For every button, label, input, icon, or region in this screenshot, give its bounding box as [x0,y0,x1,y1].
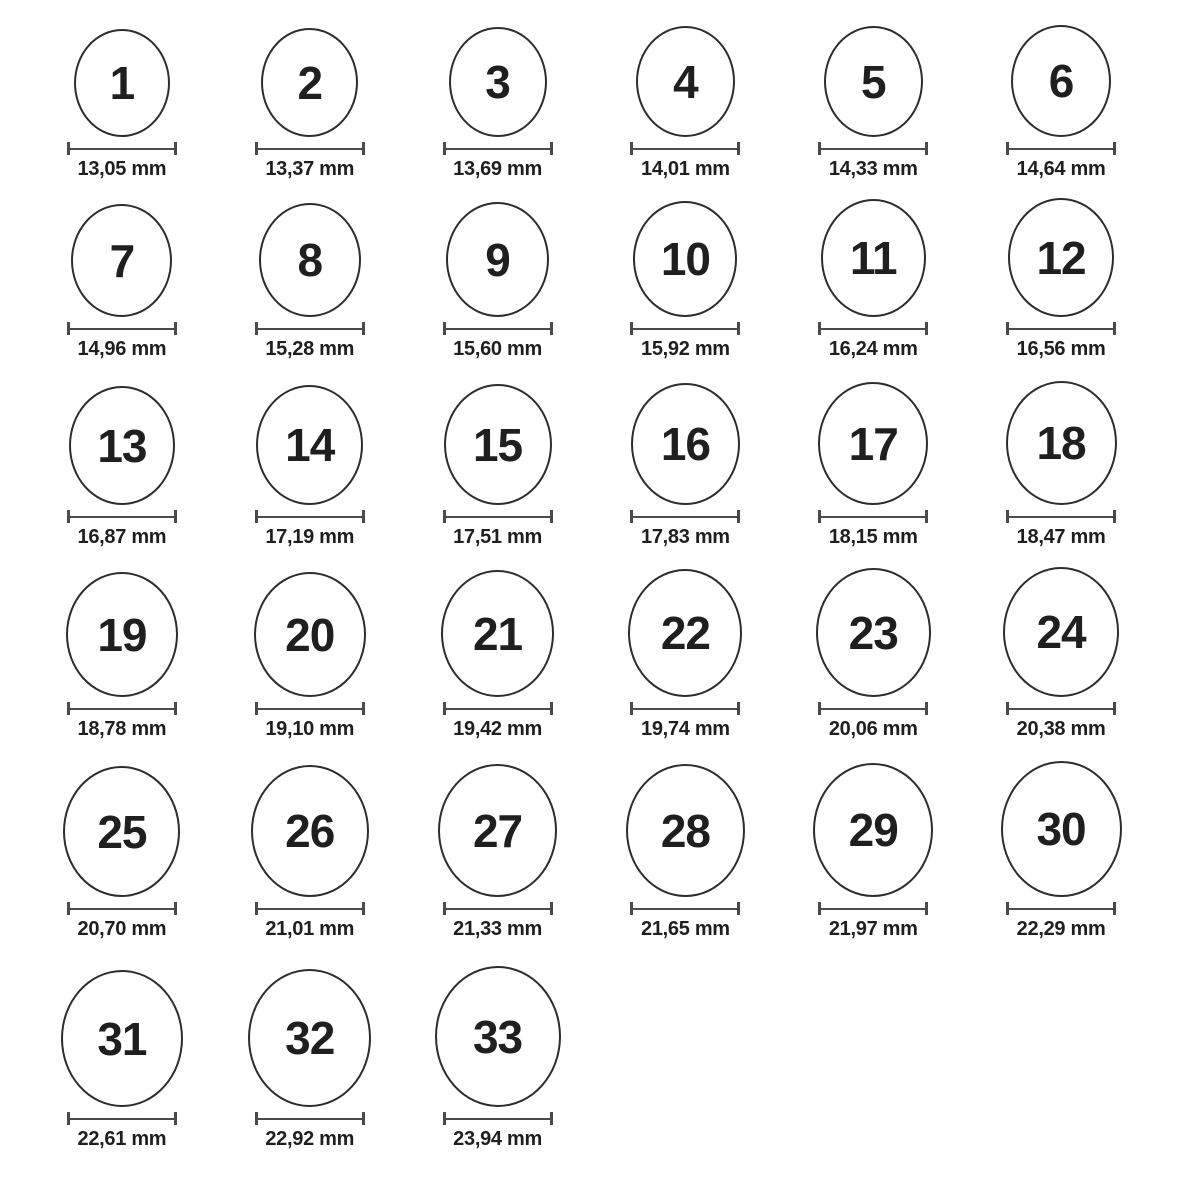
diameter-measure-line [67,1112,177,1125]
measure-tick-right [550,1112,553,1125]
ring-circle [1001,761,1122,897]
ring-size-cell [779,746,967,946]
diameter-label: 14,01 mm [641,158,730,180]
diameter-measure-line [255,1112,365,1125]
measure-tick-right [362,322,365,335]
ring-circle [61,970,183,1107]
ring-size-number: 32 [285,1012,335,1064]
ring-circle [1003,567,1119,697]
measure-tick-right [174,902,177,915]
ring-size-cell [779,0,967,186]
ring-size-number: 22 [660,607,710,659]
diameter-measure-line [630,510,740,523]
measure-bar [258,148,362,150]
diameter-measure-line [67,902,177,915]
diameter-label: 18,15 mm [828,526,918,548]
diameter-measure-line [1006,702,1116,715]
diameter-label: 13,05 mm [77,158,167,180]
diameter-label: 22,29 mm [1016,918,1106,940]
diameter-measure-line [255,702,365,715]
diameter-measure-line [1006,510,1116,523]
diameter-label: 21,65 mm [641,918,730,940]
measure-bar [1009,148,1113,150]
diameter-label: 20,38 mm [1016,718,1106,740]
ring-size-cell [591,0,779,186]
diameter-measure-line [255,142,365,155]
ring-size-number: 6 [1048,55,1074,107]
ring-size-number: 20 [285,608,335,661]
ring-size-cell [404,0,592,186]
measure-tick-right [550,142,553,155]
measure-tick-right [174,702,177,715]
measure-tick-right [550,322,553,335]
ring-circle [631,383,740,505]
ring-size-number: 5 [860,55,886,108]
ring-circle [446,202,549,317]
measure-tick-right [174,142,177,155]
measure-tick-right [1113,142,1116,155]
measure-tick-right [550,902,553,915]
measure-tick-right [362,142,365,155]
ring-size-number: 4 [673,55,698,108]
measure-bar [1009,908,1113,910]
ring-size-cell [28,746,216,946]
diameter-label: 17,19 mm [265,526,355,548]
ring-circle [254,572,366,697]
measure-tick-right [925,322,928,335]
ring-size-cell [404,946,592,1156]
ring-size-cell [404,554,592,746]
measure-bar [258,328,362,330]
ring-size-cell [404,186,592,366]
diameter-label: 21,33 mm [453,918,542,940]
diameter-measure-line [630,702,740,715]
measure-bar [446,1118,550,1120]
diameter-label: 17,51 mm [453,526,542,548]
ring-size-number: 3 [485,56,510,108]
ring-circle [435,966,561,1107]
ring-size-number: 30 [1036,803,1086,855]
ring-size-cell [404,366,592,554]
ring-size-cell [28,946,216,1156]
ring-size-cell [404,746,592,946]
diameter-measure-line [443,142,553,155]
diameter-measure-line [443,510,553,523]
ring-circle [251,765,369,897]
ring-size-cell [28,0,216,186]
diameter-label: 15,28 mm [265,338,355,360]
measure-bar [70,328,174,330]
diameter-label: 20,70 mm [77,918,167,940]
ring-size-number: 31 [97,1012,147,1065]
diameter-measure-line [443,702,553,715]
diameter-measure-line [818,322,928,335]
measure-tick-right [925,702,928,715]
measure-tick-right [550,510,553,523]
diameter-measure-line [818,902,928,915]
ring-circle [74,29,170,137]
measure-tick-right [174,322,177,335]
diameter-measure-line [443,322,553,335]
diameter-label: 21,97 mm [828,918,918,940]
ring-size-cell [28,186,216,366]
measure-tick-right [737,322,740,335]
diameter-label: 15,60 mm [453,338,542,360]
ring-size-number: 12 [1036,231,1086,284]
ring-circle [1006,381,1117,505]
ring-size-number: 16 [660,418,710,470]
measure-bar [258,908,362,910]
ring-size-number: 28 [660,804,710,857]
measure-bar [633,708,737,710]
measure-tick-right [925,510,928,523]
ring-circle [821,199,926,317]
ring-size-cell [591,746,779,946]
ring-size-number: 24 [1036,606,1086,658]
diameter-measure-line [443,902,553,915]
measure-tick-right [925,142,928,155]
diameter-label: 22,92 mm [265,1128,355,1150]
diameter-measure-line [1006,322,1116,335]
ring-size-number: 10 [660,233,710,285]
measure-bar [633,328,737,330]
ring-circle [1008,198,1114,317]
ring-size-number: 17 [848,417,898,470]
diameter-measure-line [818,142,928,155]
diameter-measure-line [67,702,177,715]
ring-size-cell [216,554,404,746]
ring-circle [63,766,180,897]
ring-circle [818,382,928,505]
ring-size-cell [967,746,1155,946]
ring-size-cell [216,186,404,366]
measure-tick-right [737,510,740,523]
ring-size-cell [967,0,1155,186]
diameter-measure-line [818,510,928,523]
diameter-label: 19,10 mm [265,718,355,740]
ring-circle [444,384,552,505]
measure-bar [1009,708,1113,710]
ring-size-number: 11 [849,232,897,284]
ring-circle [69,386,175,505]
measure-tick-right [362,510,365,523]
measure-bar [821,148,925,150]
measure-bar [70,516,174,518]
measure-tick-right [362,902,365,915]
ring-size-chart [28,0,1155,1156]
diameter-measure-line [630,902,740,915]
diameter-measure-line [630,322,740,335]
ring-size-number: 2 [297,56,323,109]
diameter-label: 19,74 mm [641,718,730,740]
diameter-label: 14,96 mm [77,338,167,360]
ring-size-cell [591,554,779,746]
diameter-label: 17,83 mm [641,526,730,548]
ring-circle [449,27,547,137]
measure-bar [446,328,550,330]
ring-circle [633,201,737,317]
measure-bar [446,708,550,710]
measure-bar [821,908,925,910]
ring-size-number: 21 [472,607,523,660]
measure-tick-right [174,510,177,523]
diameter-measure-line [67,142,177,155]
ring-size-cell [779,554,967,746]
diameter-label: 19,42 mm [453,718,542,740]
ring-circle [626,764,745,897]
measure-bar [446,516,550,518]
ring-size-number: 8 [297,234,323,286]
measure-bar [258,708,362,710]
ring-circle [259,203,361,317]
measure-bar [633,908,737,910]
ring-size-cell [216,946,404,1156]
measure-tick-right [362,702,365,715]
diameter-measure-line [1006,902,1116,915]
ring-size-cell [967,554,1155,746]
ring-size-cell [591,186,779,366]
diameter-label: 23,94 mm [453,1128,542,1150]
ring-size-cell [216,366,404,554]
diameter-measure-line [818,702,928,715]
diameter-measure-line [255,902,365,915]
ring-size-cell [28,366,216,554]
measure-bar [70,1118,174,1120]
diameter-label: 16,87 mm [77,526,167,548]
ring-size-cell [28,554,216,746]
diameter-label: 13,37 mm [265,158,355,180]
measure-bar [258,1118,362,1120]
ring-circle [438,764,557,897]
diameter-measure-line [255,510,365,523]
ring-size-cell [967,186,1155,366]
measure-tick-right [1113,902,1116,915]
ring-circle [248,969,371,1107]
measure-bar [821,708,925,710]
diameter-label: 16,56 mm [1016,338,1106,360]
measure-bar [70,148,174,150]
ring-circle [71,204,172,317]
diameter-measure-line [67,322,177,335]
measure-tick-right [737,702,740,715]
ring-size-cell [591,366,779,554]
ring-circle [813,763,933,897]
diameter-measure-line [255,322,365,335]
ring-size-cell [216,746,404,946]
ring-circle [824,26,923,137]
ring-circle [816,568,931,697]
diameter-label: 22,61 mm [77,1128,167,1150]
diameter-label: 20,06 mm [828,718,918,740]
diameter-measure-line [443,1112,553,1125]
measure-tick-right [1113,510,1116,523]
measure-tick-right [737,902,740,915]
measure-tick-right [550,702,553,715]
measure-tick-right [1113,322,1116,335]
ring-size-number: 7 [109,234,135,287]
ring-size-number: 27 [472,804,523,857]
ring-circle [261,28,358,137]
ring-size-number: 1 [109,57,135,109]
ring-size-number: 29 [848,804,898,856]
ring-size-cell [967,366,1155,554]
ring-size-cell [779,366,967,554]
diameter-label: 18,47 mm [1016,526,1106,548]
ring-size-number: 13 [97,419,147,472]
measure-bar [446,908,550,910]
measure-bar [70,708,174,710]
diameter-label: 14,33 mm [828,158,918,180]
ring-size-cell [216,0,404,186]
ring-circle [628,569,742,697]
ring-size-cell [779,186,967,366]
ring-size-number: 26 [285,805,335,857]
ring-circle [441,570,554,697]
ring-size-number: 19 [97,608,147,661]
measure-bar [633,516,737,518]
ring-size-number: 23 [848,606,898,659]
ring-circle [1011,25,1111,137]
diameter-label: 15,92 mm [641,338,730,360]
measure-tick-right [174,1112,177,1125]
measure-bar [446,148,550,150]
measure-bar [821,328,925,330]
measure-bar [1009,516,1113,518]
diameter-measure-line [67,510,177,523]
ring-size-number: 33 [472,1010,523,1063]
diameter-label: 14,64 mm [1016,158,1106,180]
measure-bar [1009,328,1113,330]
measure-tick-right [362,1112,365,1125]
ring-size-number: 18 [1036,417,1086,469]
ring-circle [636,26,735,137]
measure-bar [70,908,174,910]
ring-circle [66,572,178,697]
diameter-label: 21,01 mm [265,918,355,940]
measure-tick-right [1113,702,1116,715]
measure-tick-right [737,142,740,155]
ring-circle [256,385,363,505]
diameter-label: 16,24 mm [828,338,918,360]
diameter-measure-line [630,142,740,155]
diameter-measure-line [1006,142,1116,155]
measure-tick-right [925,902,928,915]
ring-size-number: 14 [285,419,335,471]
measure-bar [633,148,737,150]
ring-size-number: 25 [97,805,147,858]
diameter-label: 18,78 mm [77,718,167,740]
measure-bar [258,516,362,518]
ring-size-number: 9 [485,233,510,286]
ring-size-number: 15 [472,418,523,471]
diameter-label: 13,69 mm [453,158,542,180]
measure-bar [821,516,925,518]
